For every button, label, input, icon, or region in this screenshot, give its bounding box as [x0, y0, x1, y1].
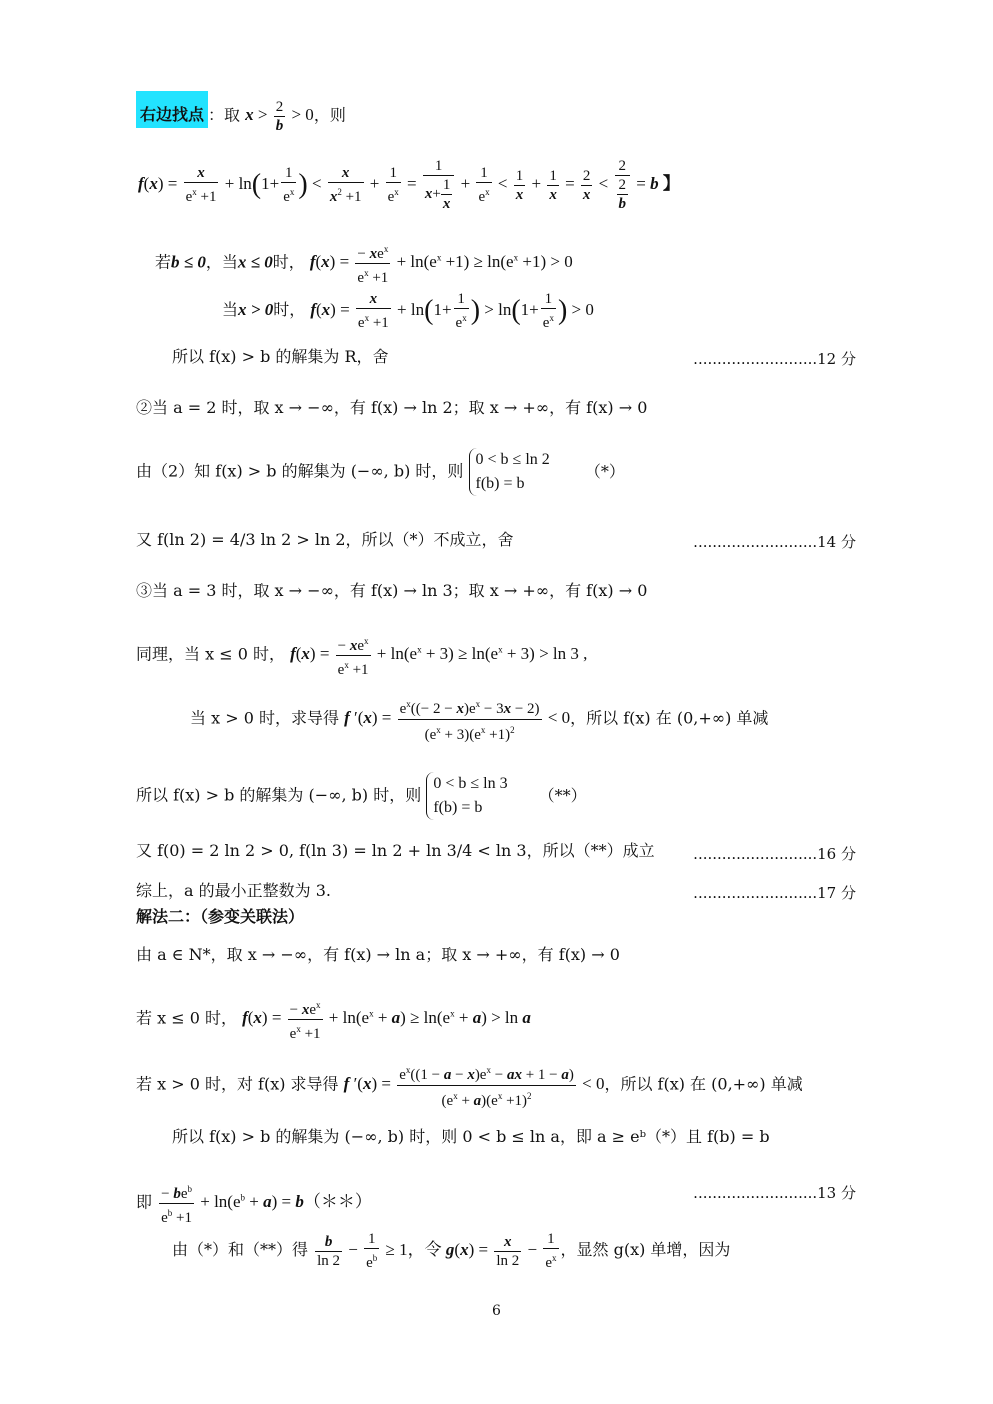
line-12-tag: （**） — [538, 785, 587, 805]
line-18-text: 若 x > 0 时，对 f(x) 求导得 — [136, 1074, 339, 1094]
line-1-math: x > $\frac{2}{b}$ > 0 — [245, 99, 314, 134]
line-3-math: f(x) = $\frac{- xe^x}{e^x +1}$ + $\ln(e^x +1) \ge \ln(e^x +1) > 0$ — [310, 252, 573, 271]
line-17-text: 若 x ≤ 0 时， — [136, 1008, 237, 1028]
line-21-end: ，显然 g(x) 单增，因为 — [560, 1239, 731, 1259]
line-7 — [136, 448, 625, 496]
line-20 — [136, 1180, 372, 1227]
line-4-math: f(x) = $\frac{x}{e^x +1}$ + ln(1+ $\frac{1}{e^x}$ ) > ln(1+ $\frac{1}{e^x}$ ) > 0 — [310, 291, 594, 331]
line-20-text: 即 — [136, 1192, 153, 1212]
system-1-row-1: 0 < b ≤ ln 2 — [475, 451, 550, 468]
line-3-text-a: 若 — [155, 252, 172, 272]
line-3-text-b: ，当 — [205, 252, 238, 272]
line-13-text: 又 f(0) = 2 ln 2 > 0, f(ln 3) = ln 2 + ln 3/4 < ln 3，所以（**）成立 — [136, 841, 655, 860]
line-1-text: ：取 — [208, 105, 241, 125]
highlight-label: 右边找点 — [136, 91, 208, 128]
line-10-text: 同理，当 x ≤ 0 时， — [136, 644, 285, 664]
page-number: 6 — [492, 1303, 501, 1319]
line-18-math: f ′(x) = $\frac{e^x((1 - a - x)e^x - ax + 1 - a)}{(e^x + a)(e^x +1)^2}$ < 0 — [344, 1074, 605, 1093]
line-7-text: 由（2）知 f(x) > b 的解集为 (−∞, b) 时，则 — [136, 461, 464, 481]
score-16: ..........................16 分 — [693, 845, 856, 863]
line-3 — [155, 240, 573, 287]
line-11-end: ，所以 f(x) 在 (0,+∞) 单减 — [570, 708, 769, 728]
line-10 — [136, 632, 587, 679]
line-21 — [172, 1230, 730, 1272]
method-two-heading: 解法二：（参变关联法） — [136, 907, 305, 926]
line-20-math: $\frac{- be^b}{e^b +1}$ + $\ln(e^b + a)$ = b（＊＊） — [157, 1192, 372, 1211]
line-18-end: ，所以 f(x) 在 (0,+∞) 单减 — [604, 1074, 803, 1094]
line-3-text-c: 时， — [272, 252, 305, 272]
line-21-text: 由（*）和（**）得 — [172, 1239, 309, 1259]
line-17 — [136, 996, 531, 1043]
line-4-text-a: 当 — [222, 299, 239, 319]
system-1-row-2: f(b) = b — [475, 475, 525, 492]
system-1 — [469, 448, 550, 496]
line-12-text: 所以 f(x) > b 的解集为 (−∞, b) 时，则 — [136, 785, 422, 805]
score-14: ..........................14 分 — [693, 533, 856, 551]
line-4 — [222, 290, 594, 332]
line-18 — [136, 1060, 803, 1111]
line-10-math: f(x) = $\frac{- xe^x}{e^x +1}$ + $\ln(e^x + 3) \ge \ln(e^x + 3) > \ln 3$ , — [290, 644, 587, 663]
line-14-text: 综上，a 的最小正整数为 3. — [136, 881, 331, 900]
line-4-cond: x > 0 — [238, 299, 274, 319]
line-1-end: ，则 — [313, 105, 346, 125]
line-17-math: f(x) = $\frac{- xe^x}{e^x +1}$ + $\ln(e^x + a) \ge \ln(e^x + a) > \ln a$ — [242, 1008, 531, 1027]
score-12: ..........................12 分 — [693, 350, 856, 368]
line-7-tag: （*） — [584, 461, 625, 481]
line-11-text: 当 x > 0 时，求导得 — [190, 708, 339, 728]
line-8-text: 又 f(ln 2) = 4/3 ln 2 > ln 2，所以（*）不成立，舍 — [136, 530, 514, 549]
line-19-text: 所以 f(x) > b 的解集为 (−∞, b) 时，则 0 < b ≤ ln a，即 a ≥ eᵇ（*）且 f(b) = b — [172, 1127, 770, 1146]
line-16-text: 由 a ∈ N*，取 x → −∞，有 f(x) → ln a；取 x → +∞，有 f(x) → 0 — [136, 945, 620, 964]
line-9-text: ③当 a = 3 时，取 x → −∞，有 f(x) → ln 3；取 x → +∞，有 f(x) → 0 — [136, 581, 648, 600]
line-2-math: f(x) = $\frac{x}{e^x +1}$ + ln(1+ $\frac{1}{e^x}$ ) < $\frac{x}{x^2 +1}$ + $\frac{1}{e^x}$ = 1 x+ $\frac{1}{x}$ + $\frac{1}{e^x}$ < $\frac{1}{x}$ + $\frac{1}{x}$ = $\frac{2}{x}$ < $\frac{2}{\frac{2}{b}}$ = b 】 — [138, 158, 680, 212]
line-4-text-b: 时， — [273, 299, 306, 319]
line-5-text: 所以 f(x) > b 的解集为 R，舍 — [172, 347, 389, 366]
system-2-row-2: f(b) = b — [433, 799, 483, 816]
line-11 — [190, 694, 768, 745]
system-2-row-1: 0 < b ≤ ln 3 — [433, 775, 508, 792]
line-11-math: f ′(x) = $\frac{e^x((- 2 - x)e^x - 3x - 2)}{(e^x + 3)(e^x +1)^2}$ < 0 — [344, 708, 570, 727]
line-3-cond: b ≤ 0 — [171, 252, 206, 272]
score-17: ..........................17 分 — [693, 884, 856, 902]
line-12 — [136, 772, 587, 820]
line-1 — [136, 98, 346, 135]
score-13: ..........................13 分 — [693, 1184, 856, 1202]
line-6-text: ②当 a = 2 时，取 x → −∞，有 f(x) → ln 2；取 x → +∞，有 f(x) → 0 — [136, 398, 648, 417]
line-21-math: $\frac{b}{\ln 2}$ − $\frac{1}{e^b}$ ≥ 1，令 g(x) = $\frac{x}{\ln 2}$ − $\frac{1}{e^x}$ — [317, 1231, 557, 1271]
system-2 — [426, 772, 507, 820]
line-3-cond2: x ≤ 0 — [237, 252, 273, 272]
